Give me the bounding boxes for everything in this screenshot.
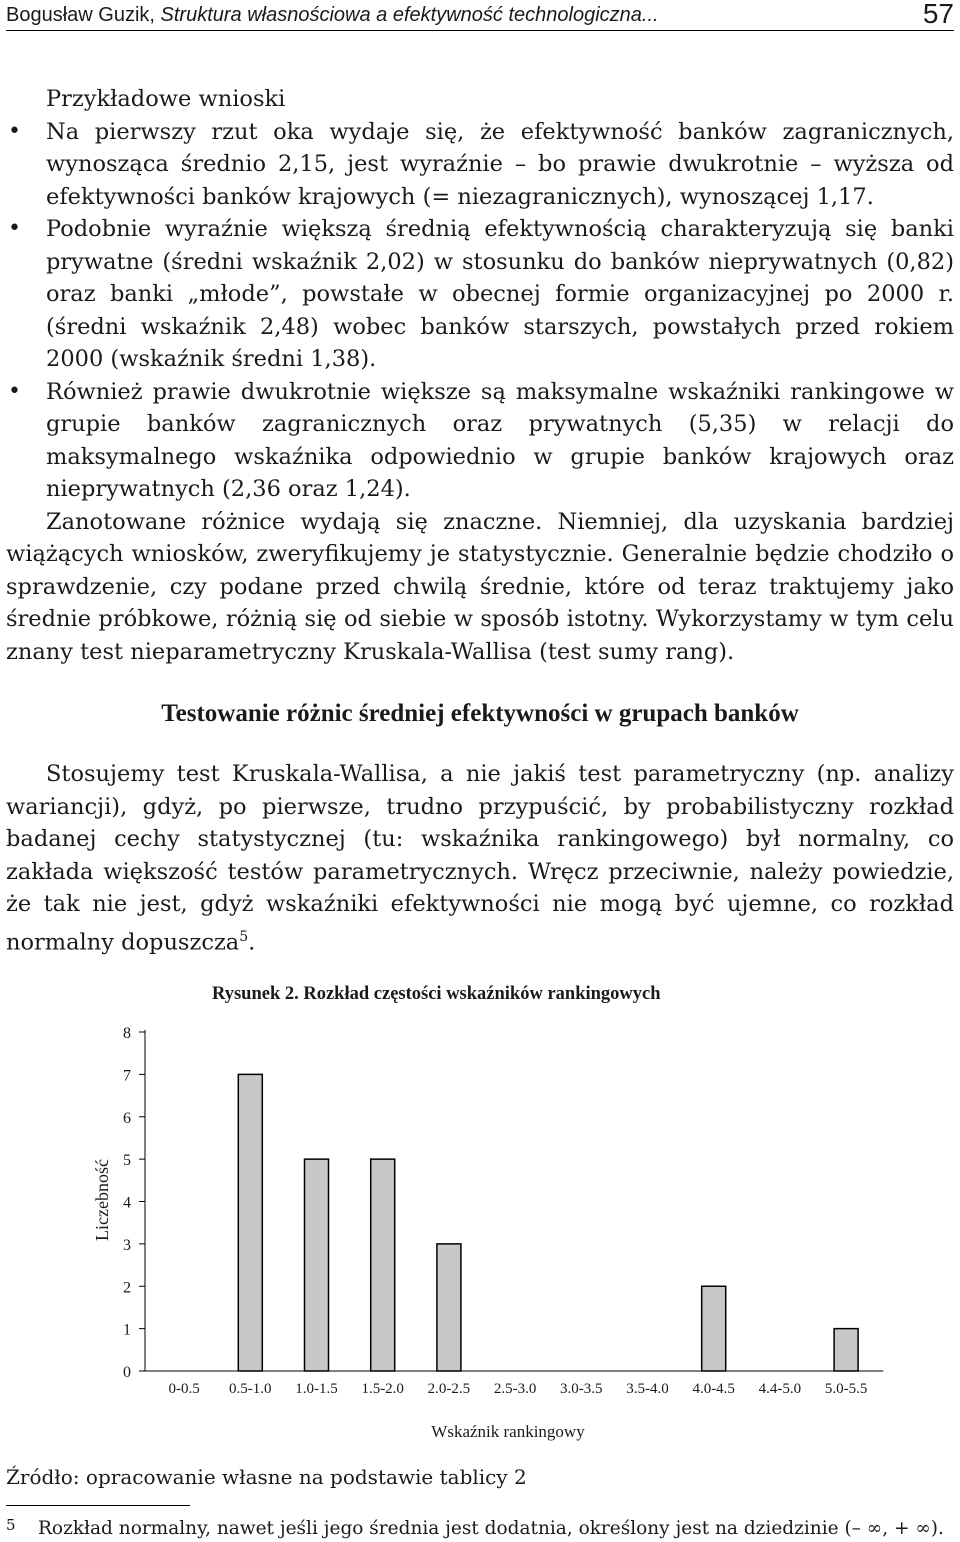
x-tick-label: 0.5-1.0 bbox=[229, 1381, 272, 1397]
x-tick-label: 3.0-3.5 bbox=[560, 1381, 603, 1397]
histogram-bar bbox=[305, 1159, 329, 1371]
y-tick-label: 4 bbox=[123, 1194, 131, 1212]
x-tick-label: 2.0-2.5 bbox=[427, 1381, 471, 1397]
section-paragraph-text: Stosujemy test Kruskala-Wallisa, a nie jakiś test parametryczny (np. analizy wariancji), gdyż, po pierwsze, trudno przypuścić, by probabilistyczny rozkład badanej cechy statystycznej (tu: wskaźnika rankingowego) był normalny, co zakłada większość testów parametrycznych. Wręcz przeciwnie, należy powiedzie, że tak nie jest, gdyż wskaźniki efektywności nie mogą być ujemne, co rozkład normalny dopuszcza bbox=[6, 761, 954, 955]
x-tick-label: 1.0-1.5 bbox=[295, 1381, 338, 1397]
intro-block bbox=[6, 83, 954, 668]
figure-title: Rysunek 2. Rozkład częstości wskaźników rankingowych bbox=[212, 984, 661, 1004]
conclusion-item: • Również prawie dwukrotnie większe są maksymalne wskaźniki rankingowe w grupie banków zagranicznych oraz prywatnych (5,35) w relacji do maksymalnego wskaźnika odpowiednio w grupie banków krajowych oraz nieprywatnych (2,36 oraz 1,24). bbox=[6, 376, 954, 506]
y-tick-label: 5 bbox=[123, 1152, 131, 1170]
x-tick-label: 5.0-5.5 bbox=[824, 1381, 868, 1397]
footnote-ref: 5 bbox=[239, 928, 249, 945]
section-title: Testowanie różnic średniej efektywności w grupach banków bbox=[161, 700, 799, 727]
y-tick-label: 0 bbox=[123, 1364, 131, 1381]
figure-source: Źródło: opracowanie własne na podstawie tablicy 2 bbox=[6, 1465, 527, 1489]
footnote-mark: 5 bbox=[6, 1516, 16, 1534]
header-author: Bogusław Guzik, bbox=[6, 4, 155, 26]
intro-heading: Przykładowe wnioski bbox=[46, 86, 286, 112]
header-title: Struktura własnościowa a efektywność technologiczna... bbox=[160, 4, 659, 26]
y-tick-label: 6 bbox=[123, 1109, 131, 1127]
x-axis-title: Wskaźnik rankingowy bbox=[431, 1422, 585, 1441]
y-tick-label: 2 bbox=[123, 1279, 131, 1297]
x-tick-label: 2.5-3.0 bbox=[493, 1381, 537, 1397]
y-tick-label: 7 bbox=[123, 1067, 131, 1085]
running-header bbox=[6, 0, 954, 31]
section-block bbox=[6, 758, 954, 959]
histogram-bar bbox=[437, 1244, 461, 1371]
intro-paragraph: Zanotowane różnice wydają się znaczne. Niemniej, dla uzyskania bardziej wiążących wniosków, zweryfikujemy je statystycznie. Generalnie będzie chodziło o sprawdzenie, czy podane przed chwilą średnie, które od teraz traktujemy jako średnie próbkowe, różnią się od siebie w sposób istotny. Wykorzystamy w tym celu znany test nieparametryczny Kruskala-Wallisa (test sumy rang). bbox=[6, 508, 954, 665]
y-axis-title: Liczebność bbox=[92, 1159, 112, 1241]
conclusions-list bbox=[6, 116, 954, 506]
x-tick-label: 4.0-4.5 bbox=[692, 1381, 735, 1397]
conclusion-item: • Podobnie wyraźnie większą średnią efektywnością charakteryzują się banki prywatne (średni wskaźnik 2,02) w stosunku do banków nieprywatnych (0,82) oraz banki „młode”, powstałe w obecnej formie organizacyjnej po 2000 r. (średni wskaźnik 2,48) wobec banków starszych, powstałych przed rokiem 2000 (wskaźnik średni 1,38). bbox=[6, 213, 954, 376]
footnote bbox=[6, 1516, 956, 1539]
frequency-bar-chart bbox=[0, 1010, 960, 1450]
section-paragraph bbox=[6, 758, 954, 959]
histogram-bar bbox=[371, 1159, 395, 1371]
x-tick-label: 0-0.5 bbox=[168, 1381, 200, 1397]
histogram-bar bbox=[834, 1329, 858, 1371]
conclusion-item: • Na pierwszy rzut oka wydaje się, że efektywność banków zagranicznych, wynosząca średnio 2,15, jest wyraźnie – bo prawie dwukrotnie – wyższa od efektywności banków krajowych (= niezagranicznych), wynoszącej 1,17. bbox=[6, 116, 954, 214]
footnote-rule bbox=[6, 1505, 190, 1506]
x-tick-label: 4.4-5.0 bbox=[758, 1381, 802, 1397]
y-tick-label: 1 bbox=[123, 1321, 131, 1339]
footnote-text: Rozkład normalny, nawet jeśli jego średnia jest dodatnia, określony jest na dziedzinie (– ∞, + ∞). bbox=[38, 1518, 944, 1539]
y-tick-label: 3 bbox=[123, 1236, 131, 1254]
histogram-bar bbox=[702, 1286, 726, 1371]
y-tick-label: 8 bbox=[123, 1025, 131, 1042]
x-tick-label: 1.5-2.0 bbox=[361, 1381, 404, 1397]
section-paragraph-end: . bbox=[248, 929, 256, 955]
histogram-bar bbox=[238, 1074, 262, 1371]
x-tick-label: 3.5-4.0 bbox=[626, 1381, 669, 1397]
running-head bbox=[6, 4, 659, 27]
page-number: 57 bbox=[922, 0, 954, 29]
